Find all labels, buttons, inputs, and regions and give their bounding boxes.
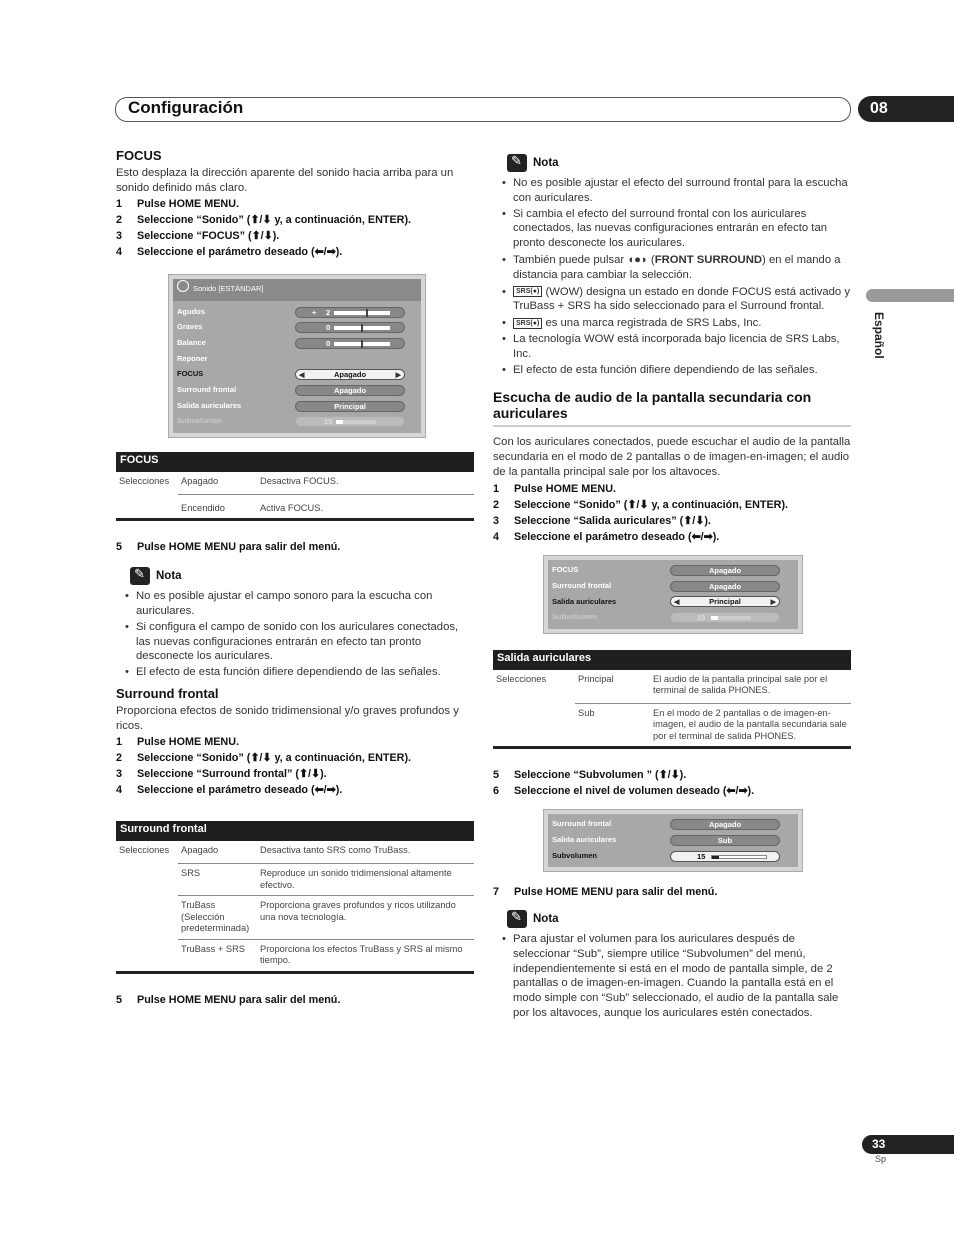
note-icon: [130, 567, 150, 585]
step: 6 Seleccione el nivel de volumen deseado (⬅/➡).: [493, 785, 755, 797]
note-icon: [507, 154, 527, 172]
step: 5 Pulse HOME MENU para salir del menú.: [116, 541, 341, 554]
menu-row: Balance 0: [177, 336, 417, 352]
table-row: Sub En el modo de 2 pantallas o de imagen-en-imagen, el audio de la pantalla secundaria sale por el terminal de salida PHONES.: [493, 703, 851, 747]
right-arrow-icon: ▶: [395, 372, 401, 380]
step: 3 Seleccione “Surround frontal” (⬆/⬇).: [116, 768, 327, 781]
sound-menu-screen: [168, 274, 426, 437]
sub-audio-intro: Con los auriculares conectados, puede escuchar el audio de la pantalla secundaria en el modo de 2 pantallas o de imagen-en-imagen; el audio de la pantalla principal sale por los altavoces.: [493, 436, 851, 478]
menu-row: Surround frontal Apagado: [177, 383, 417, 399]
menu-row-selected: FOCUS ◀ Apagado ▶: [177, 367, 417, 383]
step: 1 Pulse HOME MENU.: [493, 482, 616, 495]
focus-heading: FOCUS: [116, 148, 162, 163]
note-list: [116, 589, 474, 680]
step: 4 Seleccione el parámetro deseado (⬅/➡).: [116, 246, 343, 259]
table-row: TruBass (Selección predeterminada) Proporciona graves profundos y ricos utilizando una nova tecnología.: [116, 895, 474, 939]
focus-steps: [116, 196, 474, 260]
step: 2 Seleccione “Sonido” (⬆/⬇ y, a continuación, ENTER).: [116, 214, 412, 227]
note-item: • El efecto de esta función difiere dependiendo de las señales.: [116, 665, 474, 680]
table-row: Selecciones Apagado Desactiva FOCUS.: [119, 475, 339, 486]
step: 2 Seleccione “Sonido” (⬆/⬇ y, a continuación, ENTER).: [116, 752, 412, 765]
note-icon: [507, 910, 527, 928]
note-item: • SRS(●) es una marca registrada de SRS Labs, Inc.: [493, 316, 851, 331]
note-item: • No es posible ajustar el efecto del surround frontal para la escucha con auriculares.: [493, 176, 851, 206]
step: 5 Seleccione “Subvolumen ” (⬆/⬇).: [493, 769, 687, 781]
menu-row: Surround frontal Apagado: [552, 578, 794, 594]
headphone-menu-screen: [543, 555, 803, 634]
focus-intro: Esto desplaza la dirección aparente del sonido hacia arriba para un sonido definido más claro.: [116, 166, 454, 194]
table-row: TruBass + SRS Proporciona los efectos TruBass y SRS al mismo tiempo.: [116, 939, 474, 971]
chapter-badge: 08: [858, 96, 954, 122]
surround-heading: Surround frontal: [116, 685, 219, 701]
menu-row: Salida auriculares Sub: [552, 833, 794, 849]
srs-logo-icon: SRS(●): [513, 286, 542, 297]
note-header: ✎ Nota: [507, 910, 851, 928]
page-language: Sp: [875, 1154, 887, 1164]
surround-intro: Proporciona efectos de sonido tridimensional y/o graves profundos y ricos.: [116, 704, 459, 732]
step: 3 Seleccione “FOCUS” (⬆/⬇).: [116, 230, 280, 243]
menu-row: Agudos + 2: [177, 304, 417, 320]
step: 3 Seleccione “Salida auriculares” (⬆/⬇).: [493, 514, 711, 527]
note-item: • La tecnología WOW está incorporada bajo licencia de SRS Labs, Inc.: [493, 332, 851, 362]
front-surround-button-icon: ◖●◗: [627, 253, 648, 266]
table-header: Surround frontal: [116, 821, 474, 841]
menu-row-selected: Subvolumen 15: [552, 848, 794, 864]
menu-row: Salida auriculares Principal: [177, 398, 417, 414]
srs-logo-icon: SRS(●): [513, 318, 542, 329]
note-header: ✎ Nota: [130, 567, 474, 585]
page-number: 33: [862, 1135, 954, 1154]
note-item: • El efecto de esta función difiere dependiendo de las señales.: [493, 363, 851, 378]
note-item: • No es posible ajustar el campo sonoro para la escucha con auriculares.: [116, 589, 474, 619]
note-item: • Si configura el campo de sonido con los auriculares conectados, las nuevas configuraciones entrarán en efecto tan pronto desconecte los auriculares.: [116, 620, 474, 664]
step: 2 Seleccione “Sonido” (⬆/⬇ y, a continuación, ENTER).: [493, 498, 789, 511]
table-row: Selecciones Apagado Desactiva tanto SRS como TruBass.: [119, 845, 411, 856]
note-item: • Si cambia el efecto del surround frontal con los auriculares conectados, las nuevas configuraciones entrarán en efecto tan pronto desconecte los auriculares.: [493, 207, 851, 251]
note-item: • Para ajustar el volumen para los auriculares después de seleccionar “Sub”, siempre utilice “Subvolumen” del menú, independientemente si está en el modo de pantalla simple, de 2 pantallas o de imagen-en-imagen. Cuando la pantalla está en el modo simple con “Sub” seleccionado, el audio de la pantalla sale por los altavoces, aunque los auriculares estén conectados.: [493, 932, 851, 1021]
step: 7 Pulse HOME MENU para salir del menú.: [493, 886, 718, 899]
language-label: Español: [872, 312, 886, 359]
focus-table: [116, 452, 474, 522]
note-header: ✎ Nota: [507, 154, 851, 172]
left-arrow-icon: ◀: [674, 599, 680, 607]
table-row: SRS Reproduce un sonido tridimensional altamente efectivo.: [116, 863, 474, 895]
surround-table: [116, 821, 474, 974]
headphone-table: [493, 650, 851, 750]
language-tab: [866, 289, 954, 302]
menu-row: Graves 0: [177, 320, 417, 336]
step: 4 Seleccione el parámetro deseado (⬅/➡).: [493, 530, 720, 543]
table-header: Salida auriculares: [493, 650, 851, 670]
table-row: Encendido Activa FOCUS.: [116, 494, 474, 519]
sound-icon: [177, 280, 189, 292]
step: 4 Seleccione el parámetro deseado (⬅/➡).: [116, 784, 343, 797]
step: 1 Pulse HOME MENU.: [116, 198, 239, 211]
menu-row: Subvolumen 15: [177, 414, 417, 430]
page-title: Configuración: [128, 98, 244, 117]
right-arrow-icon: ▶: [770, 599, 776, 607]
menu-row: Surround frontal Apagado: [552, 817, 794, 833]
menu-row-selected: Salida auriculares ◀ Principal ▶: [552, 594, 794, 610]
left-column: [116, 149, 474, 1008]
step: 5 Pulse HOME MENU para salir del menú.: [116, 993, 341, 1006]
menu-row: Reponer: [177, 353, 208, 363]
screen-title: Sonido [ESTÁNDAR]: [173, 279, 421, 301]
table-row: Selecciones Principal El audio de la pantalla principal sale por el terminal de salida PHONES.: [496, 673, 828, 695]
menu-row: FOCUS Apagado: [552, 563, 794, 579]
note-item: • También puede pulsar ◖●◗ (FRONT SURROUND) en el mando a distancia para cambiar la selección.: [493, 253, 851, 283]
note-list: [493, 932, 851, 1021]
note-item: • SRS(●) (WOW) designa un estado en donde FOCUS está activado y TruBass + SRS ha sido seleccionado para el Surround frontal.: [493, 285, 851, 315]
left-arrow-icon: ◀: [299, 372, 305, 380]
sub-audio-heading: Escucha de audio de la pantalla secundaria con auriculares: [493, 389, 851, 427]
right-column: [493, 154, 851, 1022]
step: 1 Pulse HOME MENU.: [116, 736, 239, 749]
menu-row: Subvolumen 15: [552, 610, 794, 626]
note-list: [493, 176, 851, 377]
table-header: FOCUS: [116, 452, 474, 472]
subvolume-menu-screen: [543, 809, 803, 872]
